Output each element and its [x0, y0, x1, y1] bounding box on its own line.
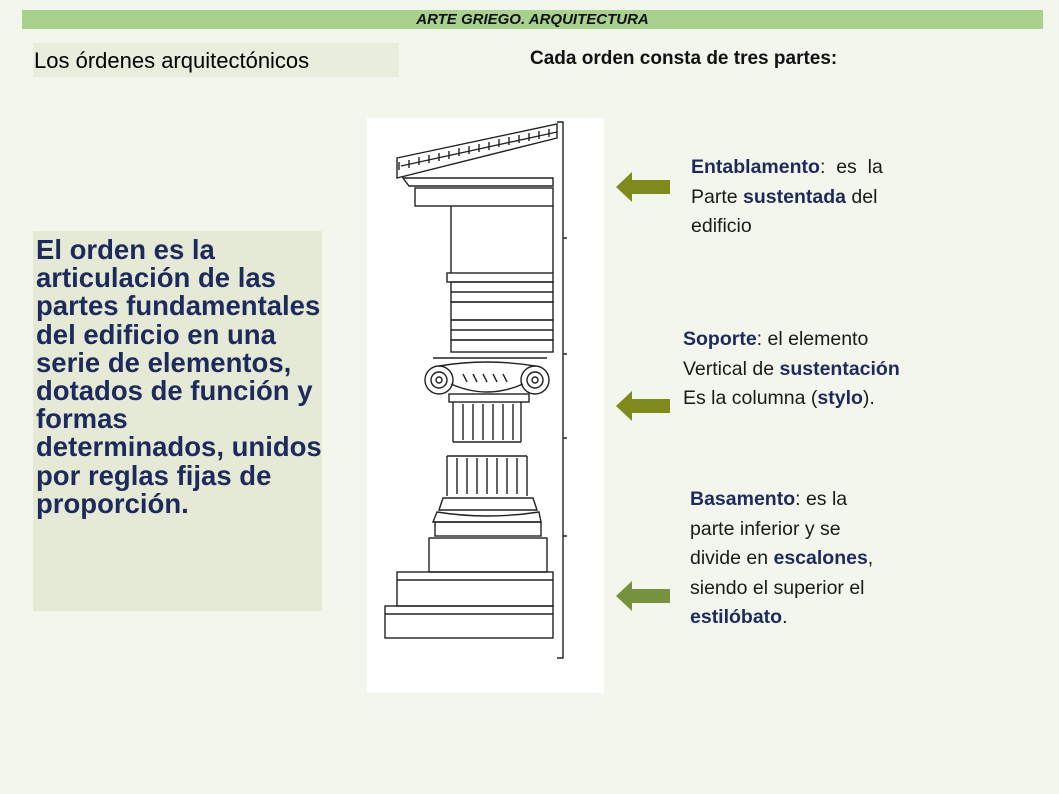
- ionic-order-illustration: [367, 118, 604, 693]
- entablamento-bold-2: sustentada: [743, 185, 846, 208]
- step-upper: [397, 572, 553, 606]
- soporte-description: [683, 325, 963, 414]
- ionic-order-drawing: [367, 118, 604, 693]
- soporte-text-4: ).: [862, 387, 875, 409]
- slide-banner: ARTE GRIEGO. ARQUITECTURA: [22, 10, 1043, 29]
- left-arrow-icon: [616, 581, 670, 611]
- section-bracket: [557, 122, 563, 658]
- left-arrow-icon: [616, 172, 670, 202]
- basamento-text-4: ,: [867, 547, 874, 569]
- soporte-text-1: : el elemento: [756, 328, 869, 350]
- soporte-bold-2: sustentación: [779, 357, 900, 380]
- column-base: [439, 498, 537, 510]
- entablamento-text-4: edificio: [691, 215, 752, 237]
- stylobate: [429, 538, 547, 572]
- definition-text: El orden es la articulación de las partes fundamentales del edificio en una serie de elementos, dotados de función y formas determinados, unidos por reglas fijas de proporción.: [36, 234, 322, 519]
- entablamento-text-1: : es la: [819, 156, 883, 178]
- soporte-text-3: Es la columna (: [683, 387, 818, 409]
- soporte-bold-3: stylo: [817, 387, 863, 409]
- basamento-text-1: : es la: [795, 488, 848, 510]
- entablamento-text-3: del: [845, 185, 878, 208]
- entablamento-term: Entablamento: [691, 156, 820, 178]
- basamento-bold-5: estilóbato: [690, 606, 783, 628]
- basamento-text-5: siendo el superior el: [690, 576, 865, 599]
- basamento-text-3: divide en: [690, 547, 774, 569]
- parts-heading: Cada orden consta de tres partes:: [530, 48, 838, 69]
- basamento-term: Basamento: [690, 488, 796, 510]
- basamento-description: [690, 485, 950, 633]
- slide-subtitle: Los órdenes arquitectónicos: [34, 48, 310, 73]
- basamento-text-6: .: [782, 606, 788, 628]
- pediment: [397, 124, 557, 178]
- soporte-text-2: Vertical de: [683, 357, 780, 380]
- basamento-text-2: parte inferior y se: [690, 517, 841, 540]
- basamento-bold-3: escalones: [773, 547, 868, 569]
- cornice-block: [415, 188, 553, 206]
- step-lower: [385, 606, 553, 638]
- entablamento-description: [691, 153, 931, 242]
- entablamento-text-2: Parte: [691, 185, 744, 208]
- soporte-term: Soporte: [683, 328, 757, 350]
- left-arrow-icon: [616, 391, 670, 421]
